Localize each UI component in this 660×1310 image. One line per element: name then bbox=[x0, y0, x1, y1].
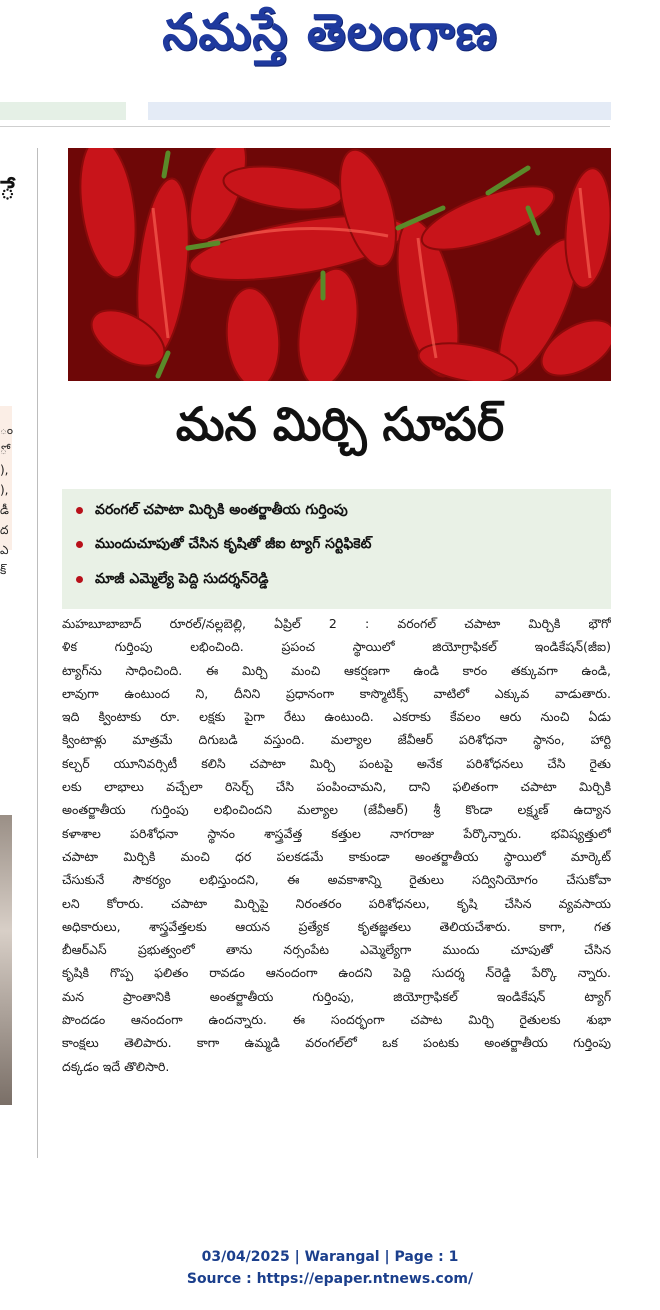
article-body bbox=[62, 612, 611, 1078]
article-line: లావుగా ఉంటుంద ని, దీనిని ప్రధానంగా కాస్మొటిక్స్‌ వాటిలో ఎక్కువ వాడుతారు. bbox=[62, 685, 611, 701]
highlight-item bbox=[76, 566, 268, 592]
article-line: ట్యాగ్‌ను సాధించింది. ఈ మిర్చి మంచి ఆకర్షణగా ఉండి కారం తక్కువగా ఉండి, bbox=[62, 662, 611, 678]
newspaper-masthead: నమస్తే తెలంగాణ bbox=[162, 2, 498, 61]
article-line: అంతర్జాతీయ గుర్తింపు లభించిందని మల్యాల (జేవీఆర్‌) శ్రీ కొండా లక్ష్మణ్‌ ఉద్యాన bbox=[62, 802, 611, 818]
adjacent-text-fragment: ), bbox=[0, 463, 9, 477]
bullet-icon bbox=[76, 576, 83, 583]
adjacent-text-fragments bbox=[0, 420, 13, 580]
page-footer bbox=[0, 1246, 660, 1290]
article-line: మహబూబాబాద్‌ రూరల్‌/నల్లబెల్లి, ఏప్రిల్‌ 2 : వరంగల్‌ చపాటా మిర్చికి భౌగో bbox=[62, 616, 611, 631]
article-line: అధికారులు, శాస్త్రవేత్తలకు ఆయన ప్రత్యేక కృతజ్ఞతలు తెలియచేశారు. కాగా, గత bbox=[62, 918, 611, 934]
article-line: ళిక గుర్తింపు లభించింది. ప్రపంచ స్థాయిలో జియోగ్రాఫికల్‌ ఇండికేషన్‌(జీఐ) bbox=[62, 639, 611, 655]
adjacent-text-fragment: డీ bbox=[0, 503, 9, 517]
article-line: ఇది క్వింటాకు రూ. లక్షకు పైగా రేటు ఉంటుంది. ఎకరాకు కేవలం ఆరు నుంచి ఏడు bbox=[62, 709, 611, 725]
highlight-item bbox=[76, 497, 348, 523]
article-line: చపాటా మిర్చికి మంచి ధర పలకడమే కాకుండా అంతర్జాతీయ స్థాయిలో మార్కెట్‌ bbox=[62, 848, 611, 864]
article-line: దక్కడం ఇదే తొలిసారి. bbox=[62, 1058, 170, 1074]
article-line: కృషికి గొప్ప ఫలితం రావడం ఆనందంగా ఉందని పెద్ది సుదర్శ న్‌రెడ్డి పేర్కొ న్నారు. bbox=[62, 965, 611, 981]
header-band-left bbox=[0, 102, 126, 120]
adjacent-headline-fragment: ే bbox=[0, 176, 16, 206]
header-rule bbox=[0, 126, 610, 127]
highlight-text: వరంగల్‌ చపాటా మిర్చికి అంతర్జాతీయ గుర్తింపు bbox=[95, 502, 348, 518]
highlight-text: మాజీ ఎమ్మెల్యే పెద్ది సుదర్శన్‌రెడ్డి bbox=[95, 571, 269, 587]
bullet-icon bbox=[76, 507, 83, 514]
adjacent-text-fragment: ఎ bbox=[0, 543, 9, 557]
highlight-text: ముందుచూపుతో చేసిన కృషితో జీఐ ట్యాగ్‌ సర్టిఫికెట్‌ bbox=[95, 536, 372, 552]
article-line: క్వింటాళ్లు మాత్రమే దిగుబడి వస్తుంది. మల్యాల జేవీఆర్‌ పరిశోధనా స్థానం, హార్టి bbox=[62, 732, 611, 748]
adjacent-photo-fragment bbox=[0, 815, 12, 1105]
adjacent-text-fragment: ద bbox=[0, 523, 9, 537]
article-line: మన ప్రాంతానికి అంతర్జాతీయ గుర్తింపు, జియోగ్రాఫికల్‌ ఇండికేషన్‌ ట్యాగ్‌ bbox=[62, 988, 611, 1004]
chillies-photo bbox=[68, 148, 611, 381]
headline: మన మిర్చి సూపర్‌ bbox=[175, 397, 505, 451]
adjacent-text-fragment: ), bbox=[0, 483, 9, 497]
source-link[interactable]: Source : https://epaper.ntnews.com/ bbox=[186, 1271, 474, 1287]
article-line: లకు లాభాలు వచ్చేలా రిసెర్చ్‌ చేసి పంపించామని, దాని ఫలితంగా చపాటా మిర్చికి bbox=[62, 779, 611, 795]
edition-info: 03/04/2025 | Warangal | Page : 1 bbox=[201, 1249, 459, 1265]
article-line: కాంక్షలు తెలిపారు. కాగా ఉమ్మడి వరంగల్‌లో ఒక పంటకు అంతర్జాతీయ గుర్తింపు bbox=[62, 1035, 611, 1051]
highlight-item bbox=[76, 531, 371, 557]
adjacent-text-fragment: ం bbox=[0, 423, 14, 437]
adjacent-text-fragment: ో bbox=[0, 443, 7, 457]
article-line: బీఆర్‌ఎస్‌ ప్రభుత్వంలో తాను నర్సంపేట ఎమ్మెల్యేగా ముందు చూపుతో చేసిన bbox=[62, 942, 611, 958]
adjacent-article-strip bbox=[0, 150, 34, 1110]
bullet-icon bbox=[76, 541, 83, 548]
article-line: కళాశాల పరిశోధనా స్థానం శాస్త్రవేత్త కత్తుల నాగరాజు పేర్కొన్నారు. భవిష్యత్తులో bbox=[62, 825, 611, 841]
header-band-right bbox=[148, 102, 611, 120]
article-line: పొందడం ఆనందంగా ఉందన్నారు. ఈ సందర్భంగా చపాట మిర్చి రైతులకు శుభా bbox=[62, 1012, 611, 1028]
highlights-box bbox=[62, 489, 611, 609]
article-line: లని కోరారు. చపాటా మిర్చిపై నిరంతరం పరిశోధనలు, కృషి చేసిన వ్యవసాయ bbox=[62, 895, 611, 911]
article-line: చేసుకునే సౌకర్యం లభిస్తుందని, ఈ అవకాశాన్ని రైతులు సద్వినియోగం చేసుకోవా bbox=[62, 872, 611, 888]
article-line: కల్చర్‌ యూనివర్సిటీ కలిసి చపాటా మిర్చి పంటపై అనేక పరిశోధనలు చేసి రైతు bbox=[62, 755, 611, 771]
column-separator bbox=[37, 148, 38, 1158]
adjacent-text-fragment: క్ bbox=[0, 563, 7, 577]
chillies-illustration bbox=[68, 148, 611, 381]
